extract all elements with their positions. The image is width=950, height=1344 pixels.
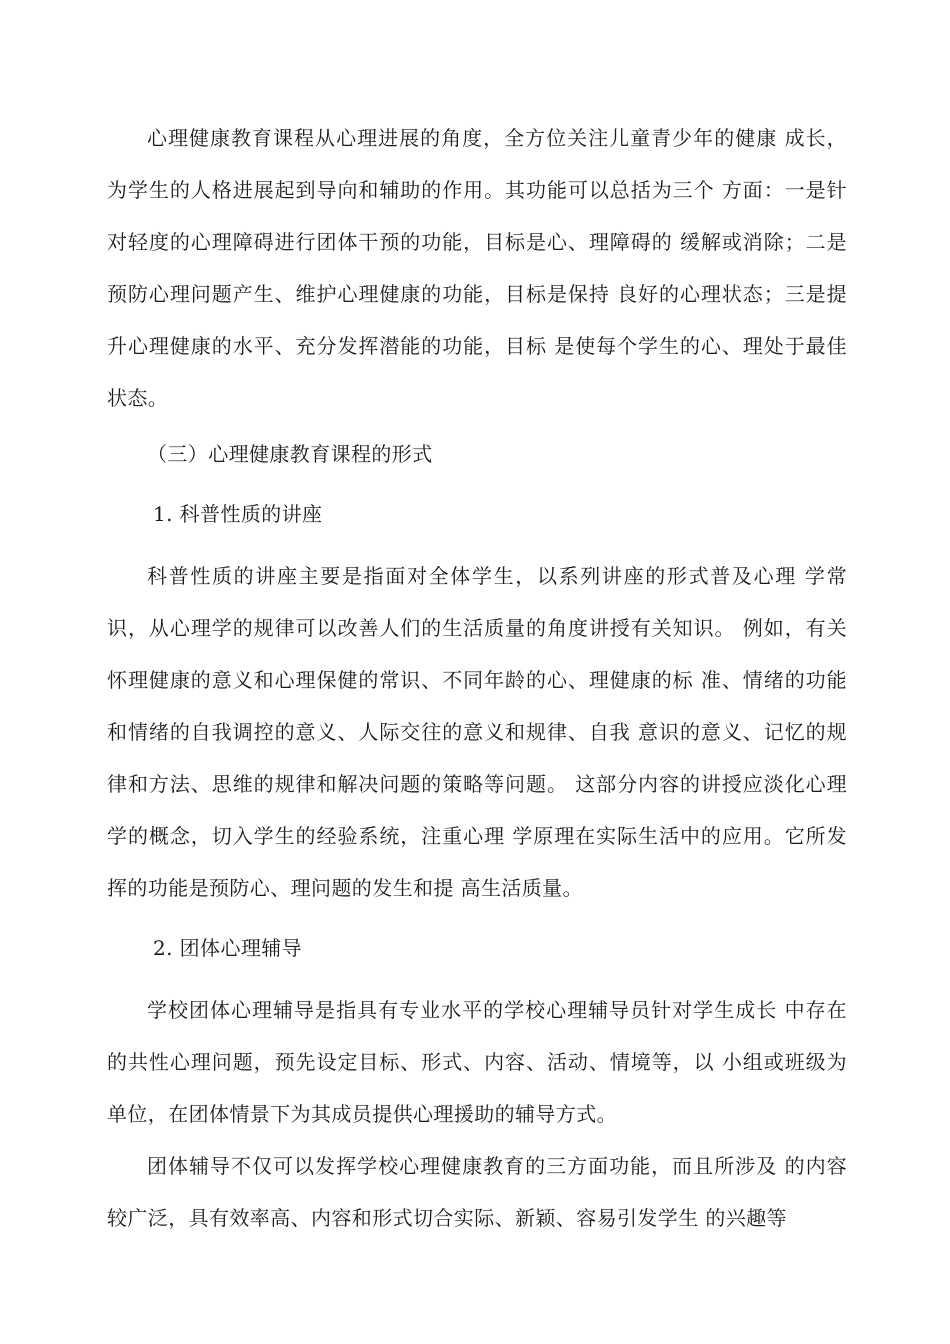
- document-page: [107, 112, 847, 1244]
- subheading-lectures: 1. 科普性质的讲座: [153, 502, 323, 526]
- section-heading-course-forms: （三）心理健康教育课程的形式: [147, 442, 433, 466]
- paragraph-course-functions: 心理健康教育课程从心理进展的角度，全方位关注儿童青少年的健康 成长，为学生的人格进展起到导向和辅助的作用。其功能可以总括为三个 方面：一是针对轻度的心理障碍进行团体干预的功能，目标是心、理障碍的 缓解或消除；二是预防心理问题产生、维护心理健康的功能，目标是保持 良好的心理状态；三是提升心理健康的水平、充分发挥潜能的功能，目标 是使每个学生的心、理处于最佳状态。: [107, 126, 847, 410]
- paragraph-group-counseling-benefits: 团体辅导不仅可以发挥学校心理健康教育的三方面功能，而且所涉及 的内容较广泛，具有效率高、内容和形式切合实际、新颖、容易引发学生 的兴趣等: [107, 1154, 847, 1230]
- paragraph-group-counseling-definition: 学校团体心理辅导是指具有专业水平的学校心理辅导员针对学生成长 中存在的共性心理问题，预先设定目标、形式、内容、活动、情境等，以 小组或班级为单位，在团体情景下为其成员提供心理援助的辅导方式。: [107, 998, 847, 1126]
- subheading-group-counseling: 2. 团体心理辅导: [153, 936, 303, 960]
- paragraph-lectures: 科普性质的讲座主要是指面对全体学生，以系列讲座的形式普及心理 学常识，从心理学的规律可以改善人们的生活质量的角度讲授有关知识。 例如，有关怀理健康的意义和心理保健的常识、不同年龄的心、理健康的标 准、情绪的功能和情绪的自我调控的意义、人际交往的意义和规律、自我 意识的意义、记忆的规律和方法、思维的规律和解决问题的策略等问题。 这部分内容的讲授应淡化心理学的概念，切入学生的经验系统，注重心理 学原理在实际生活中的应用。它所发挥的功能是预防心、理问题的发生和提 高生活质量。: [107, 564, 847, 900]
